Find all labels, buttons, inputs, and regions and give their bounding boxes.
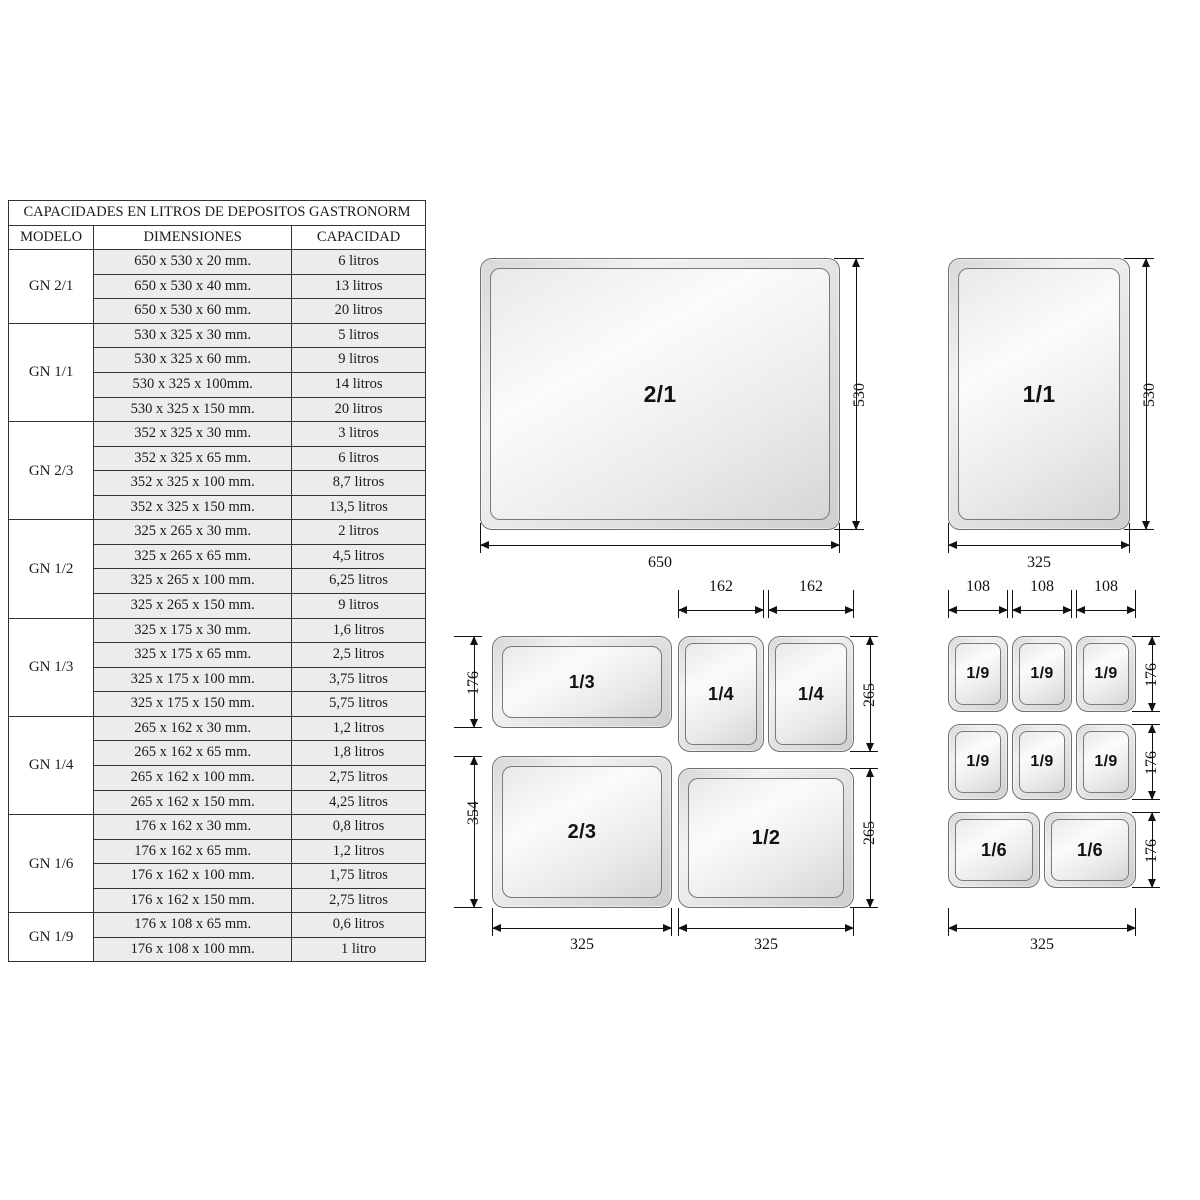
dim-176-r2-text: 176 bbox=[1143, 751, 1160, 775]
dim-530-right-text: 530 bbox=[1141, 383, 1158, 407]
pan-1-4-b-label: 1/4 bbox=[798, 683, 824, 704]
header-capacidad: CAPACIDAD bbox=[292, 225, 426, 250]
capacity-value: 1,2 litros bbox=[292, 839, 426, 864]
pan-1-9-2-inner bbox=[1019, 643, 1065, 705]
dimension-value: 176 x 162 x 100 mm. bbox=[94, 864, 292, 889]
dim-162-a bbox=[678, 602, 764, 618]
pan-1-9-3-label: 1/9 bbox=[1094, 665, 1118, 682]
pan-1-9-4 bbox=[948, 724, 1008, 800]
pan-1-4-a-inner bbox=[685, 643, 757, 745]
dimension-value: 352 x 325 x 30 mm. bbox=[94, 422, 292, 447]
pan-1-9-6 bbox=[1076, 724, 1136, 800]
capacity-value: 14 litros bbox=[292, 372, 426, 397]
dim-530-left-text: 530 bbox=[851, 383, 868, 407]
dim-162-b bbox=[768, 602, 854, 618]
dimension-value: 265 x 162 x 100 mm. bbox=[94, 765, 292, 790]
table-row bbox=[9, 618, 426, 643]
header-modelo: MODELO bbox=[9, 225, 94, 250]
dimension-value: 265 x 162 x 30 mm. bbox=[94, 716, 292, 741]
table-row bbox=[9, 913, 426, 938]
pan-1-9-3-inner bbox=[1083, 643, 1129, 705]
dim-176-left-text: 176 bbox=[465, 671, 482, 695]
capacity-value: 13 litros bbox=[292, 274, 426, 299]
capacity-value: 0,8 litros bbox=[292, 815, 426, 840]
model-label: GN 1/9 bbox=[9, 913, 94, 962]
dimension-value: 176 x 108 x 65 mm. bbox=[94, 913, 292, 938]
table-row bbox=[9, 250, 426, 275]
capacity-value: 5 litros bbox=[292, 323, 426, 348]
pan-1-2-inner bbox=[688, 778, 844, 898]
header-dimensiones: DIMENSIONES bbox=[94, 225, 292, 250]
pan-1-9-3 bbox=[1076, 636, 1136, 712]
pan-1-4-b-inner bbox=[775, 643, 847, 745]
pan-1-9-6-label: 1/9 bbox=[1094, 753, 1118, 770]
table-row bbox=[9, 520, 426, 545]
dim-108-a-text: 108 bbox=[966, 578, 990, 595]
dim-108-c-text: 108 bbox=[1094, 578, 1118, 595]
model-label: GN 2/3 bbox=[9, 422, 94, 520]
pan-2-3-label: 2/3 bbox=[567, 820, 597, 843]
pan-2-1 bbox=[480, 258, 840, 530]
table-row bbox=[9, 815, 426, 840]
pan-1-1 bbox=[948, 258, 1130, 530]
dimension-value: 176 x 162 x 150 mm. bbox=[94, 888, 292, 913]
pan-1-9-5 bbox=[1012, 724, 1072, 800]
dim-176-r1-text: 176 bbox=[1143, 663, 1160, 687]
capacity-value: 9 litros bbox=[292, 348, 426, 373]
capacity-value: 6,25 litros bbox=[292, 569, 426, 594]
table-title-row bbox=[9, 201, 426, 226]
dim-108-b-text: 108 bbox=[1030, 578, 1054, 595]
dimension-value: 530 x 325 x 60 mm. bbox=[94, 348, 292, 373]
capacity-value: 2,75 litros bbox=[292, 765, 426, 790]
dimension-value: 325 x 265 x 100 mm. bbox=[94, 569, 292, 594]
capacity-value: 1 litro bbox=[292, 937, 426, 962]
pan-1-6-2-inner bbox=[1051, 819, 1129, 881]
dimension-value: 650 x 530 x 20 mm. bbox=[94, 250, 292, 275]
pan-1-3-inner bbox=[502, 646, 662, 718]
capacity-value: 4,25 litros bbox=[292, 790, 426, 815]
dimension-value: 325 x 175 x 150 mm. bbox=[94, 692, 292, 717]
model-label: GN 2/1 bbox=[9, 250, 94, 324]
dimension-value: 325 x 265 x 65 mm. bbox=[94, 544, 292, 569]
dim-162-b-text: 162 bbox=[799, 578, 823, 595]
pan-1-9-4-label: 1/9 bbox=[966, 753, 990, 770]
pan-1-9-4-inner bbox=[955, 731, 1001, 793]
pan-2-1-inner bbox=[490, 268, 830, 520]
capacity-value: 20 litros bbox=[292, 397, 426, 422]
pan-1-6-2 bbox=[1044, 812, 1136, 888]
dimension-value: 325 x 265 x 150 mm. bbox=[94, 594, 292, 619]
dim-325-bottom-right bbox=[948, 920, 1136, 936]
capacity-value: 2,75 litros bbox=[292, 888, 426, 913]
pan-1-3-label: 1/3 bbox=[569, 671, 595, 692]
capacity-value: 13,5 litros bbox=[292, 495, 426, 520]
dim-325-bottom-a-text: 325 bbox=[570, 936, 594, 953]
dim-354-left-text: 354 bbox=[465, 801, 482, 825]
capacity-value: 1,8 litros bbox=[292, 741, 426, 766]
pan-1-4-a-label: 1/4 bbox=[708, 683, 734, 704]
dim-650-text: 650 bbox=[648, 554, 672, 571]
dim-325-bottom-b bbox=[678, 920, 854, 936]
dimension-value: 352 x 325 x 150 mm. bbox=[94, 495, 292, 520]
capacity-value: 1,6 litros bbox=[292, 618, 426, 643]
pan-1-2-label: 1/2 bbox=[751, 826, 781, 849]
dim-325-top-right bbox=[948, 537, 1130, 553]
table-title: CAPACIDADES EN LITROS DE DEPOSITOS GASTRONORM bbox=[9, 201, 426, 226]
pan-1-6-1-inner bbox=[955, 819, 1033, 881]
pan-2-3 bbox=[492, 756, 672, 908]
table-row bbox=[9, 323, 426, 348]
capacity-value: 0,6 litros bbox=[292, 913, 426, 938]
dimension-value: 325 x 175 x 30 mm. bbox=[94, 618, 292, 643]
capacity-value: 6 litros bbox=[292, 250, 426, 275]
pan-1-4-b bbox=[768, 636, 854, 752]
dim-325-bottom-a bbox=[492, 920, 672, 936]
pan-size-diagram bbox=[430, 196, 1192, 986]
model-label: GN 1/4 bbox=[9, 716, 94, 814]
pan-1-6-2-label: 1/6 bbox=[1077, 839, 1103, 860]
dim-176-r3-text: 176 bbox=[1143, 839, 1160, 863]
pan-2-1-label: 2/1 bbox=[643, 380, 677, 407]
pan-1-2 bbox=[678, 768, 854, 908]
capacity-value: 2,5 litros bbox=[292, 643, 426, 668]
capacity-value: 1,2 litros bbox=[292, 716, 426, 741]
dim-325-bottom-b-text: 325 bbox=[754, 936, 778, 953]
dimension-value: 650 x 530 x 60 mm. bbox=[94, 299, 292, 324]
model-label: GN 1/3 bbox=[9, 618, 94, 716]
pan-1-9-1-inner bbox=[955, 643, 1001, 705]
pan-1-9-2-label: 1/9 bbox=[1030, 665, 1054, 682]
capacity-value: 4,5 litros bbox=[292, 544, 426, 569]
dimension-value: 530 x 325 x 150 mm. bbox=[94, 397, 292, 422]
dimension-value: 352 x 325 x 100 mm. bbox=[94, 471, 292, 496]
dimension-value: 325 x 175 x 65 mm. bbox=[94, 643, 292, 668]
pan-1-9-5-inner bbox=[1019, 731, 1065, 793]
pan-2-3-inner bbox=[502, 766, 662, 898]
model-label: GN 1/2 bbox=[9, 520, 94, 618]
pan-1-1-inner bbox=[958, 268, 1120, 520]
dim-650 bbox=[480, 537, 840, 553]
capacity-value: 20 litros bbox=[292, 299, 426, 324]
dimension-value: 325 x 265 x 30 mm. bbox=[94, 520, 292, 545]
dim-108-a bbox=[948, 602, 1008, 618]
dim-108-c bbox=[1076, 602, 1136, 618]
pan-1-6-1-label: 1/6 bbox=[981, 839, 1007, 860]
pan-1-9-1-label: 1/9 bbox=[966, 665, 990, 682]
dimension-value: 176 x 162 x 65 mm. bbox=[94, 839, 292, 864]
pan-1-1-label: 1/1 bbox=[1022, 380, 1056, 407]
capacity-value: 3 litros bbox=[292, 422, 426, 447]
dimension-value: 650 x 530 x 40 mm. bbox=[94, 274, 292, 299]
dim-265-b-text: 265 bbox=[861, 821, 878, 845]
pan-1-3 bbox=[492, 636, 672, 728]
capacity-value: 8,7 litros bbox=[292, 471, 426, 496]
table-row bbox=[9, 716, 426, 741]
dimension-value: 530 x 325 x 100mm. bbox=[94, 372, 292, 397]
pan-1-4-a bbox=[678, 636, 764, 752]
dim-162-a-text: 162 bbox=[709, 578, 733, 595]
dim-325-top-right-text: 325 bbox=[1027, 554, 1051, 571]
model-label: GN 1/1 bbox=[9, 323, 94, 421]
table-header-row bbox=[9, 225, 426, 250]
capacity-value: 5,75 litros bbox=[292, 692, 426, 717]
table-row bbox=[9, 422, 426, 447]
dim-108-b bbox=[1012, 602, 1072, 618]
dimension-value: 265 x 162 x 150 mm. bbox=[94, 790, 292, 815]
pan-1-9-1 bbox=[948, 636, 1008, 712]
capacities-table-container bbox=[8, 200, 426, 962]
pan-1-9-2 bbox=[1012, 636, 1072, 712]
dimension-value: 176 x 162 x 30 mm. bbox=[94, 815, 292, 840]
dim-325-bottom-right-text: 325 bbox=[1030, 936, 1054, 953]
dimension-value: 325 x 175 x 100 mm. bbox=[94, 667, 292, 692]
capacity-value: 1,75 litros bbox=[292, 864, 426, 889]
pan-1-9-6-inner bbox=[1083, 731, 1129, 793]
dimension-value: 265 x 162 x 65 mm. bbox=[94, 741, 292, 766]
capacity-value: 3,75 litros bbox=[292, 667, 426, 692]
dim-265-a-text: 265 bbox=[861, 683, 878, 707]
dimension-value: 530 x 325 x 30 mm. bbox=[94, 323, 292, 348]
pan-1-6-1 bbox=[948, 812, 1040, 888]
capacity-value: 9 litros bbox=[292, 594, 426, 619]
dimension-value: 176 x 108 x 100 mm. bbox=[94, 937, 292, 962]
dimension-value: 352 x 325 x 65 mm. bbox=[94, 446, 292, 471]
model-label: GN 1/6 bbox=[9, 815, 94, 913]
capacity-value: 6 litros bbox=[292, 446, 426, 471]
capacity-value: 2 litros bbox=[292, 520, 426, 545]
pan-1-9-5-label: 1/9 bbox=[1030, 753, 1054, 770]
capacities-table bbox=[8, 200, 426, 962]
